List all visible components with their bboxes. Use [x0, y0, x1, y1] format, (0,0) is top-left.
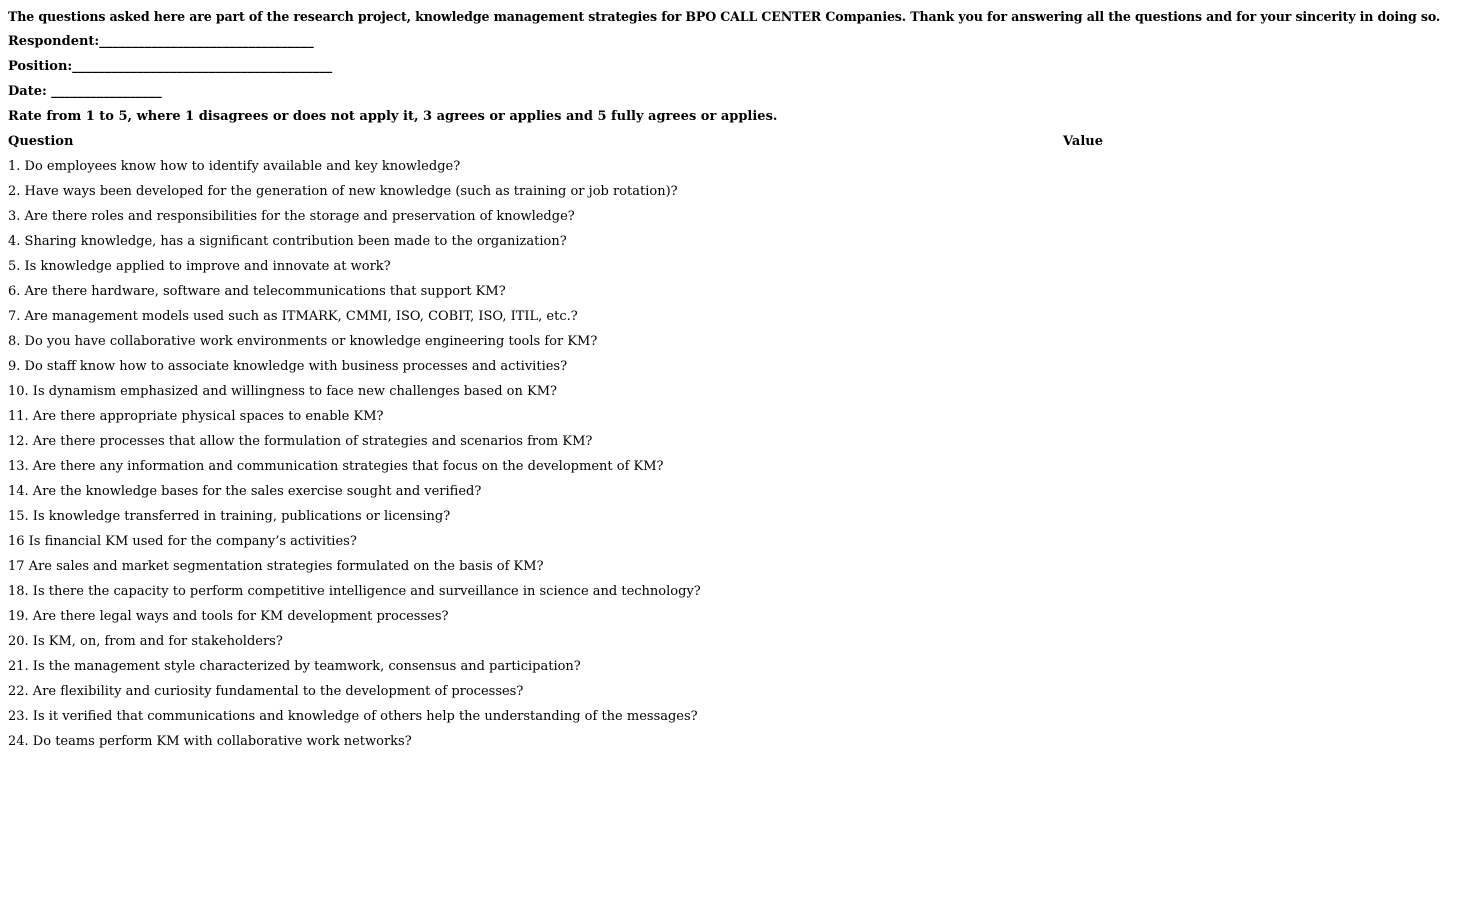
column-header-row	[8, 132, 1458, 157]
question-item: 24. Do teams perform KM with collaborative work networks?	[8, 734, 412, 749]
question-item: 16 Is financial KM used for the company’s activities?	[8, 534, 357, 549]
question-item: 21. Is the management style characterized by teamwork, consensus and participation?	[8, 659, 581, 674]
question-item: 18. Is there the capacity to perform competitive intelligence and surveillance in science and technology?	[8, 584, 701, 599]
question-item: 11. Are there appropriate physical spaces to enable KM?	[8, 409, 384, 424]
question-item: 9. Do staff know how to associate knowledge with business processes and activities?	[8, 359, 568, 374]
question-item: 1. Do employees know how to identify available and key knowledge?	[8, 159, 461, 174]
question-item: 8. Do you have collaborative work environments or knowledge engineering tools for KM?	[8, 334, 598, 349]
question-item: 12. Are there processes that allow the formulation of strategies and scenarios from KM?	[8, 434, 593, 449]
question-item: 22. Are flexibility and curiosity fundamental to the development of processes?	[8, 684, 524, 699]
question-item: 19. Are there legal ways and tools for KM development processes?	[8, 609, 449, 624]
question-item: 6. Are there hardware, software and telecommunications that support KM?	[8, 284, 506, 299]
question-item: 14. Are the knowledge bases for the sales exercise sought and verified?	[8, 484, 482, 499]
question-item: 7. Are management models used such as ITMARK, CMMI, ISO, COBIT, ISO, ITIL, etc.?	[8, 309, 578, 324]
question-item: 4. Sharing knowledge, has a significant contribution been made to the organization?	[8, 234, 567, 249]
date-field: Date: _________________	[8, 84, 162, 99]
question-item: 17 Are sales and market segmentation strategies formulated on the basis of KM?	[8, 559, 544, 574]
value-column-header: Value	[1063, 134, 1103, 149]
instructions-text: Rate from 1 to 5, where 1 disagrees or does not apply it, 3 agrees or applies and 5 fully agrees or applies.	[8, 109, 778, 124]
question-item: 23. Is it verified that communications and knowledge of others help the understanding of the messages?	[8, 709, 698, 724]
position-field: Position:________________________________________	[8, 59, 333, 74]
survey-document	[8, 7, 1458, 757]
respondent-field: Respondent:_________________________________	[8, 34, 314, 49]
question-item: 20. Is KM, on, from and for stakeholders?	[8, 634, 283, 649]
question-item: 3. Are there roles and responsibilities for the storage and preservation of knowledge?	[8, 209, 575, 224]
question-item: 13. Are there any information and communication strategies that focus on the development of KM?	[8, 459, 664, 474]
question-item: 5. Is knowledge applied to improve and innovate at work?	[8, 259, 391, 274]
intro-text: The questions asked here are part of the research project, knowledge management strategies for BPO CALL CENTER Companies. Thank you for answering all the questions and for your sincerity in doing so.	[8, 9, 1441, 24]
question-item: 15. Is knowledge transferred in training, publications or licensing?	[8, 509, 451, 524]
question-column-header: Question	[8, 134, 74, 149]
question-list	[8, 157, 1458, 757]
question-item: 2. Have ways been developed for the generation of new knowledge (such as training or job rotation)?	[8, 184, 678, 199]
question-item: 10. Is dynamism emphasized and willingness to face new challenges based on KM?	[8, 384, 558, 399]
